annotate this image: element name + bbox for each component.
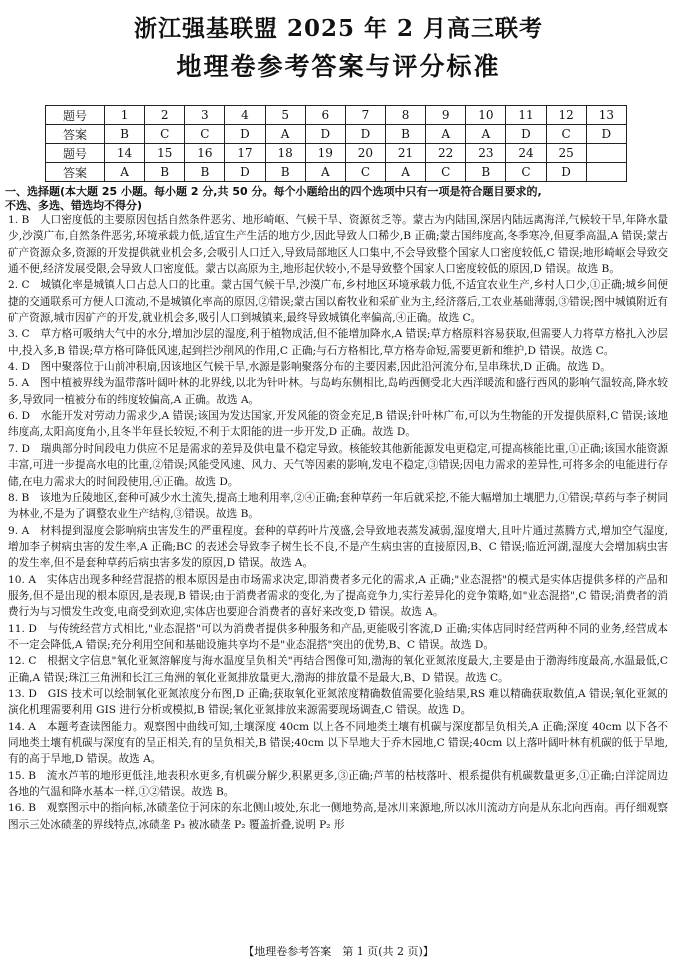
answer-cell: C — [506, 163, 546, 182]
answer-cell: C — [426, 163, 466, 182]
answer-cell: A — [105, 163, 145, 182]
answer-cell: 25 — [546, 144, 586, 163]
answer-cell: C — [145, 125, 185, 144]
answer-cell: A — [466, 125, 506, 144]
row-header-cell: 答案 — [46, 125, 105, 144]
answer-cell: D — [506, 125, 546, 144]
answer-cell: 5 — [265, 106, 305, 125]
document-title: 地理卷参考答案与评分标准 — [176, 52, 501, 81]
answer-cell: D — [225, 125, 265, 144]
explanation-item: 7. D 瑞典部分时间段电力供应不足是需求的差异及供电量不稳定导致。核能较其他新能源发电更稳定,可提高核能比重,①正确;该国水能资源丰富,可进一步提高水电的比重,②错误;风能受风速、风力、天气等因素的影响,发电不稳定,③错误;因电力需求的差异性,可将多余的电能进行存储,在电力需求大的时间段使用,④正确。故选 D。 — [8, 442, 668, 488]
answer-cell: D — [345, 125, 385, 144]
row-header-cell: 答案 — [46, 163, 105, 182]
explanation-item: 13. D GIS 技术可以绘制氧化亚氮浓度分布图,D 正确;获取氧化亚氮浓度精确数值需要化验结果,RS 难以精确获取数值,A 错误;氧化亚氮的演化机理需要利用 GIS 进行分析或模拟,B 错误;氧化亚氮排放来源需要现场调查,C 错误。故选 D。 — [8, 687, 668, 717]
answer-cell: 7 — [345, 106, 385, 125]
explanation-item: 10. A 实体店出现多种经营混搭的根本原因是由市场需求决定,即消费者多元化的需求,A 正确;"业态混搭"的模式是实体店提供多样的产品和服务,但不是出现的根本原因,是表现,B 错误;由于消费者需求的变化,为了提高竞争力,实行差异化的竞争策略,如"业态混搭",C 错误;消费者的消费行为与习惯发生改变,电商受到欢迎,实体店也要迎合消费者的喜好来改变,D 错误。故选 A。 — [8, 573, 668, 619]
answer-cell: B — [385, 125, 425, 144]
answer-cell — [586, 144, 626, 163]
answer-cell: D — [225, 163, 265, 182]
explanation-item: 16. B 观察图示中的指向标,冰碛垄位于河床的东北侧山坡处,东北一侧地势高,是冰川来源地,所以冰川流动方向是从东北向西南。再仔细观察图示三处冰碛垄的界线特点,冰碛垄 P₃ 被冰碛垄 P₂ 覆盖折叠,说明 P₂ 形 — [8, 802, 668, 831]
answer-cell: B — [466, 163, 506, 182]
answer-cell: C — [345, 163, 385, 182]
answer-cell: 8 — [385, 106, 425, 125]
answer-cell: 24 — [506, 144, 546, 163]
answer-cell: 17 — [225, 144, 265, 163]
page-footer: 【地理卷参考答案 第 1 页(共 2 页)】 — [243, 945, 434, 958]
answer-cell: 2 — [145, 106, 185, 125]
answer-cell: A — [265, 125, 305, 144]
explanation-item: 4. D 图中聚落位于山前冲积扇,因该地区气候干旱,水源是影响聚落分布的主要因素,因此沿河流分布,呈串珠状,D 正确。故选 D。 — [8, 361, 611, 374]
answer-table-row — [46, 125, 627, 144]
answer-cell: 9 — [426, 106, 466, 125]
answer-cell: 1 — [105, 106, 145, 125]
explanation-item: 3. C 草方格可吸纳大气中的水分,增加沙层的湿度,利于植物成活,但不能增加降水,A 错误;草方格原料容易获取,但需要人力将草方格扎入沙层中,投入多,B 错误;草方格可降低风速,起到拦沙削风的作用,C 正确;与石方格相比,草方格寿命短,需要更新和维护,D 错误。故选 C。 — [8, 328, 668, 357]
explanation-item: 11. D 与传统经营方式相比,"业态混搭"可以为消费者提供多种服务和产品,更能吸引客流,D 正确;实体店同时经营两种不同的业务,经营成本不一定会降低,A 错误;充分利用空间和基础设施共享均不是"业态混搭"突出的优势,B、C 错误。故选 D。 — [8, 622, 668, 651]
answer-cell: 15 — [145, 144, 185, 163]
answer-cell: B — [185, 163, 225, 182]
answer-cell: B — [265, 163, 305, 182]
explanation-item: 8. B 该地为丘陵地区,套种可减少水土流失,提高土地利用率,②④正确;套种草药一年后就采挖,不能大幅增加土壤肥力,①错误;草药与李子树同为林业,不是为了调整农业生产结构,③错误。故选 B。 — [8, 491, 668, 521]
explanation-item: 14. A 本题考查读图能力。观察图中曲线可知,土壤深度 40cm 以上各不同地类土壤有机碳与深度都呈负相关,A 正确;深度 40cm 以下各不同地类土壤有机碳与深度有的呈正相关,有的呈负相关,B 错误;40cm 以下旱地大于乔木园地,C 错误;40cm 以上落叶阔叶林有机碳的低于旱地,有的高于旱地,D 错误。故选 A。 — [8, 720, 668, 766]
answer-cell: 12 — [546, 106, 586, 125]
answer-cell: 11 — [506, 106, 546, 125]
answer-cell: 13 — [586, 106, 626, 125]
answer-cell: 21 — [385, 144, 425, 163]
answer-cell: 22 — [426, 144, 466, 163]
answer-cell: 10 — [466, 106, 506, 125]
answer-cell: D — [305, 125, 345, 144]
answer-cell: C — [185, 125, 225, 144]
answer-cell: 14 — [105, 144, 145, 163]
answer-cell: 16 — [185, 144, 225, 163]
explanation-item: 2. C 城镇化率是城镇人口占总人口的比重。蒙古国气候干旱,沙漠广布,乡村地区环境承载力低,不适宜农业生产,乡村人口少,①正确;城乡间便捷的交通联系可方便人口流动,不是城镇化率高的原因,②错误;蒙古国以畜牧业和采矿业为主,经济落后,工农业基础薄弱,③错误;图中城镇附近有矿产资源,城市因矿产的开发,就业机会多,吸引人口到城镇来,最终导致城镇化率偏高,④正确。故选 C。 — [8, 279, 668, 325]
answer-cell: 6 — [305, 106, 345, 125]
row-header-cell: 题号 — [46, 106, 105, 125]
answer-cell: D — [586, 125, 626, 144]
answer-table-row — [46, 144, 627, 163]
section-heading — [5, 185, 670, 213]
answer-cell: B — [145, 163, 185, 182]
answer-cell: D — [546, 163, 586, 182]
explanation-list — [8, 212, 668, 833]
answer-cell: C — [546, 125, 586, 144]
explanation-item: 5. A 图中植被界线为温带落叶阔叶林的北界线,以北为针叶林。与岛屿东侧相比,岛屿西侧受北大西洋暖流和盛行西风的影响气温较高,降水较多,导致同一植被分布的纬度较偏高,A 正确。故选 A。 — [8, 377, 668, 406]
explanation-item: 12. C 根据文字信息"氧化亚氮溶解度与海水温度呈负相关"再结合图像可知,渤海的氧化亚氮浓度最大,主要是由于渤海纬度最高,水温最低,C 正确,A 错误;珠江三角洲和长江三角洲的氧化亚氮排放量更大,渤海的排放量不是最大,B、D 错误。故选 C。 — [8, 655, 668, 684]
answer-cell: A — [385, 163, 425, 182]
answer-cell: 3 — [185, 106, 225, 125]
answer-cell: 18 — [265, 144, 305, 163]
answer-cell: 19 — [305, 144, 345, 163]
answer-cell: 20 — [345, 144, 385, 163]
explanation-item: 9. A 材料提到湿度会影响病虫害发生的严重程度。套种的草药叶片茂盛,会导致地表蒸发减弱,湿度增大,且叶片通过蒸腾方式,增加空气湿度,增加李子树病虫害的发生率,A 正确;BC 的表述会导致李子树生长不良,不是产生病虫害的直接原因,B、C 错误;临近河湖,湿度大会增加病虫害的发生率,但不是套种草药后病虫害多发的原因,D 错误。故选 A。 — [8, 524, 668, 570]
answer-cell: B — [105, 125, 145, 144]
explanation-item: 1. B 人口密度低的主要原因包括自然条件恶劣、地形崎岖、气候干旱、资源贫乏等。蒙古为内陆国,深居内陆远离海洋,气候较干旱,年降水量少,沙漠广布,自然条件恶劣,环境承载力低,适宜生产生活的地方少,因此导致人口稀少,B 正确;蒙古国纬度高,冬季寒冷,但夏季高温,A 错误;蒙古矿产资源众多,资源的开发提供就业机会多,会吸引人口迁入,导致局部地区人口集中,不会导致整个国家人口密度较低,C 错误;地形崎岖会导致交通不便,经济发展受限,会导致人口密度低。蒙古以高原为主,地形起伏较小,不是导致整个国家人口密度较低的原因,D 错误。故选 B。 — [8, 214, 668, 276]
answer-cell: A — [305, 163, 345, 182]
explanation-item: 15. B 流水芦苇的地形更低洼,地表积水更多,有机碳分解少,积累更多,③正确;芦苇的枯枝落叶、根系提供有机碳数量更多,①正确;白洋淀周边各地的气温和降水基本一样,①②错误。故选 B。 — [8, 769, 668, 799]
exam-title: 浙江强基联盟 2025 年 2 月高三联考 — [133, 15, 544, 42]
answer-cell: 4 — [225, 106, 265, 125]
answer-cell: A — [426, 125, 466, 144]
answer-cell — [586, 163, 626, 182]
answer-table — [45, 105, 627, 182]
answer-table-row — [46, 163, 627, 182]
answer-table-row — [46, 106, 627, 125]
section-heading-line: 一、选择题(本大题 25 小题。每小题 2 分,共 50 分。每个小题给出的四个选项中只有一项是符合题目要求的, — [5, 185, 542, 198]
section-heading-line: 不选、多选、错选均不得分) — [5, 199, 143, 212]
row-header-cell: 题号 — [46, 144, 105, 163]
explanation-item: 6. D 水能开发对劳动力需求少,A 错误;该国为发达国家,开发风能的资金充足,B 错误;针叶林广布,可以为生物能的开发提供原料,C 错误;该地纬度高,太阳高度角小,且冬半年昼长较短,不利于太阳能的进一步开发,D 正确。故选 D。 — [8, 410, 668, 439]
answer-cell: 23 — [466, 144, 506, 163]
